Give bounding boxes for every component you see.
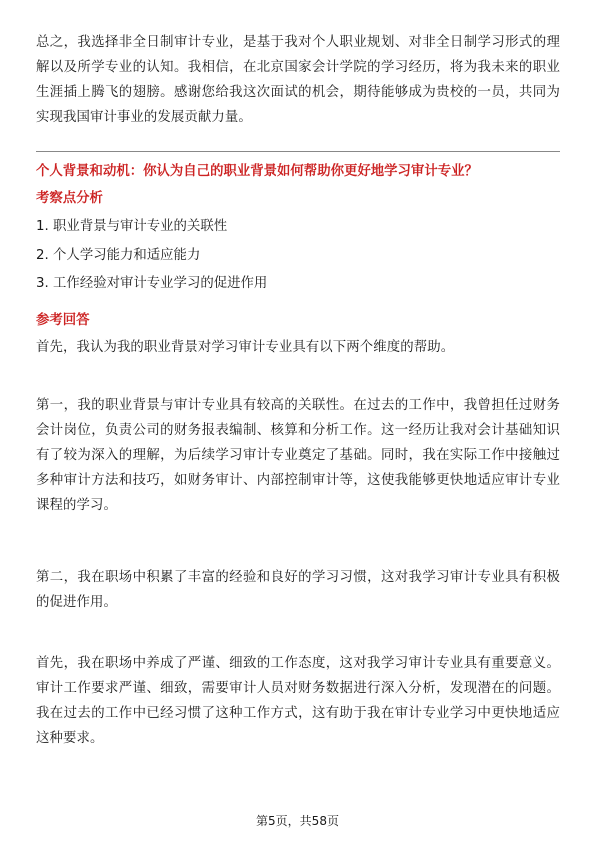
question-title: 个人背景和动机：你认为自己的职业背景如何帮助你更好地学习审计专业？ — [36, 164, 478, 179]
analysis-item-2: 2. 个人学习能力和适应能力 — [36, 248, 201, 263]
answer-label: 参考回答 — [36, 313, 90, 328]
conclusion-paragraph: 总之，我选择非全日制审计专业，是基于我对个人职业规划、对非全日制学习形式的理解以及所学专业的认知。我相信，在北京国家会计学院的学习经历，将为我未来的职业生涯插上腾飞的翅膀。感谢您给我这次面试的机会，期待能够成为贵校的一员，共同为实现我国审计事业的发展贡献力量。 — [36, 35, 560, 125]
analysis-item-3: 3. 工作经验对审计专业学习的促进作用 — [36, 276, 268, 291]
answer-paragraph-4: 首先，我在职场中养成了严谨、细致的工作态度，这对我学习审计专业具有重要意义。审计工作要求严谨、细致，需要审计人员对财务数据进行深入分析，发现潜在的问题。我在过去的工作中已经习惯了这种工作方式，这有助于我在审计专业学习中更快地适应这种要求。 — [36, 656, 560, 746]
analysis-label: 考察点分析 — [36, 191, 103, 206]
answer-paragraph-2: 第一，我的职业背景与审计专业具有较高的关联性。在过去的工作中，我曾担任过财务会计岗位，负责公司的财务报表编制、核算和分析工作。这一经历让我对会计基础知识有了较为深入的理解，为后续学习审计专业奠定了基础。同时，我在实际工作中接触过多种审计方法和技巧，如财务审计、内部控制审计等，这使我能够更快地适应审计专业课程的学习。 — [36, 398, 560, 513]
section-divider — [36, 151, 560, 152]
analysis-item-1: 1. 职业背景与审计专业的关联性 — [36, 219, 228, 234]
answer-paragraph-3: 第二，我在职场中积累了丰富的经验和良好的学习习惯，这对我学习审计专业具有积极的促进作用。 — [36, 570, 560, 610]
answer-paragraph-1: 首先，我认为我的职业背景对学习审计专业具有以下两个维度的帮助。 — [36, 340, 455, 355]
page-number: 第5页，共58页 — [256, 814, 339, 828]
